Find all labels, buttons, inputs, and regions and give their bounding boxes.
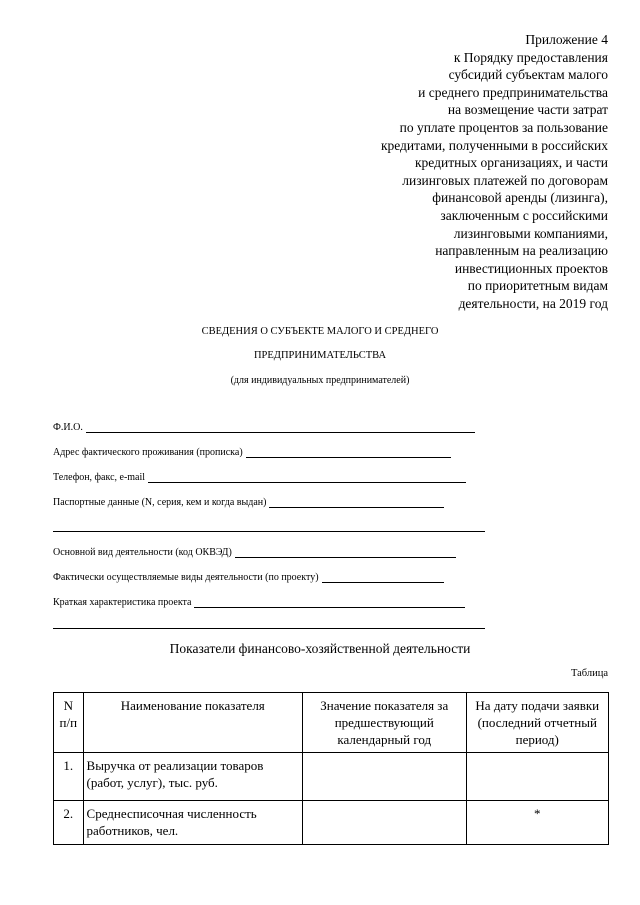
appendix-line: лизинговых платежей по договорам xyxy=(402,172,608,188)
passport-continuation-line[interactable] xyxy=(53,531,485,532)
address-label: Адрес фактического проживания (прописка) xyxy=(53,447,243,458)
table-row xyxy=(54,753,609,801)
table-label: Таблица xyxy=(570,668,608,679)
header-prev-year: Значение показателя за предшествующий календарный год xyxy=(302,693,466,753)
appendix-line: Приложение 4 xyxy=(525,32,608,47)
fio-label: Ф.И.О. xyxy=(53,422,83,433)
project-summary-label: Краткая характеристика проекта xyxy=(53,597,192,608)
appendix-line: лизинговыми компаниями, xyxy=(453,225,608,241)
appendix-line: по уплате процентов за пользование xyxy=(399,119,608,135)
document-subtitle: (для индивидуальных предпринимателей) xyxy=(230,375,410,386)
actual-activities-blank-line[interactable] xyxy=(322,573,444,583)
contacts-blank-line[interactable] xyxy=(148,473,466,483)
okved-label: Основной вид деятельности (код ОКВЭД) xyxy=(53,547,232,558)
project-summary-field[interactable] xyxy=(53,597,465,608)
section-title: Показатели финансово-хозяйственной деятельности xyxy=(169,641,471,656)
row-current-value-cell[interactable] xyxy=(466,753,608,801)
row-number: 1. xyxy=(54,753,84,801)
appendix-line: направленным на реализацию xyxy=(435,243,608,259)
project-summary-continuation-line[interactable] xyxy=(53,628,485,629)
appendix-line: заключенным с российскими xyxy=(440,207,608,223)
okved-field[interactable] xyxy=(53,547,456,558)
fio-field[interactable] xyxy=(53,422,475,433)
row-current-value-cell[interactable]: * xyxy=(466,801,608,845)
appendix-line: кредитных организациях, и части xyxy=(415,155,608,171)
project-summary-blank-line[interactable] xyxy=(194,598,465,608)
row-prev-value-cell[interactable] xyxy=(302,801,466,845)
actual-activities-label: Фактически осуществляемые виды деятельности (по проекту) xyxy=(53,572,319,583)
passport-label: Паспортные данные (N, серия, кем и когда выдан) xyxy=(53,497,267,508)
appendix-line: инвестиционных проектов xyxy=(454,260,608,276)
row-prev-value-cell[interactable] xyxy=(302,753,466,801)
passport-field[interactable] xyxy=(53,497,444,508)
okved-blank-line[interactable] xyxy=(235,548,456,558)
fio-blank-line[interactable] xyxy=(86,423,475,433)
appendix-line: на возмещение части затрат xyxy=(447,102,608,118)
appendix-line: и среднего предпринимательства xyxy=(418,84,608,100)
header-num: N п/п xyxy=(54,693,84,753)
actual-activities-field[interactable] xyxy=(53,572,444,583)
appendix-line: субсидий субъектам малого xyxy=(448,67,608,83)
table-row xyxy=(54,801,609,845)
document-title-continued: ПРЕДПРИНИМАТЕЛЬСТВА xyxy=(253,350,387,361)
address-blank-line[interactable] xyxy=(246,448,451,458)
appendix-line: по приоритетным видам xyxy=(467,278,608,294)
appendix-line: финансовой аренды (лизинга), xyxy=(432,190,608,206)
passport-blank-line[interactable] xyxy=(269,498,444,508)
table-header-row xyxy=(54,693,609,753)
row-indicator-name: Выручка от реализации товаров (работ, услуг), тыс. руб. xyxy=(83,753,302,801)
contacts-field[interactable] xyxy=(53,472,466,483)
address-field[interactable] xyxy=(53,447,451,458)
indicators-table xyxy=(53,692,609,845)
header-current-period: На дату подачи заявки (последний отчетный период) xyxy=(466,693,608,753)
appendix-line: кредитами, полученными в российских xyxy=(380,137,608,153)
contacts-label: Телефон, факс, e-mail xyxy=(53,472,146,483)
appendix-line: к Порядку предоставления xyxy=(453,49,608,65)
row-indicator-name: Среднесписочная численность работников, чел. xyxy=(83,801,302,845)
appendix-header xyxy=(308,31,608,313)
document-title: СВЕДЕНИЯ О СУБЪЕКТЕ МАЛОГО И СРЕДНЕГО xyxy=(201,326,439,337)
row-number: 2. xyxy=(54,801,84,845)
appendix-line: деятельности, на 2019 год xyxy=(458,295,608,311)
header-name: Наименование показателя xyxy=(83,693,302,753)
